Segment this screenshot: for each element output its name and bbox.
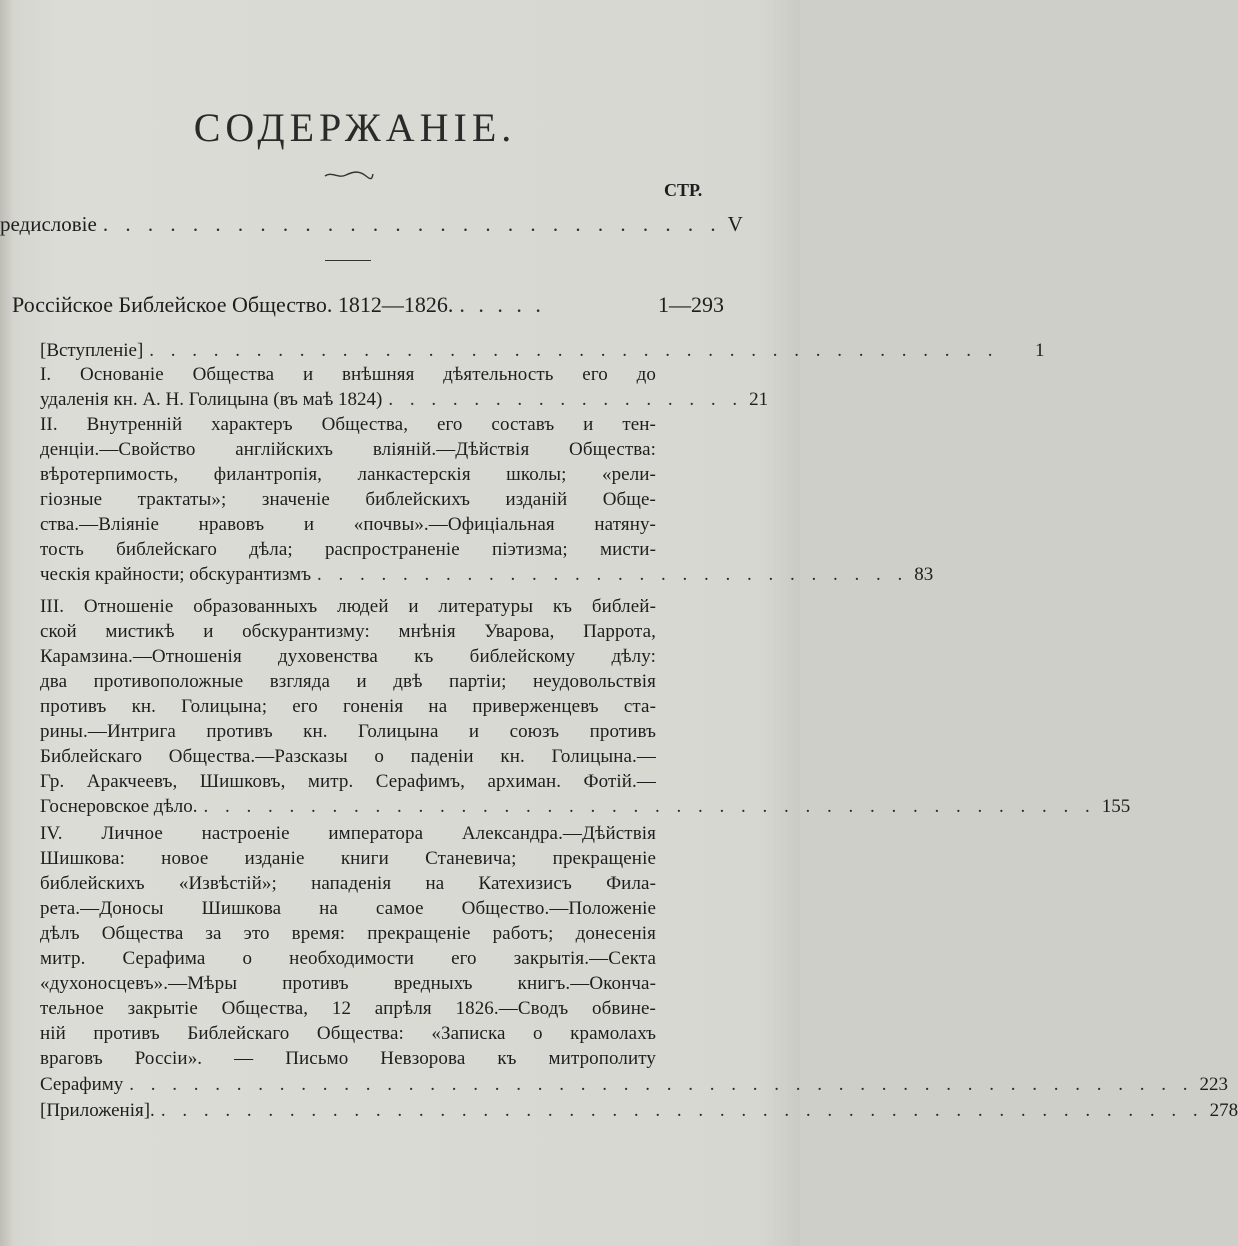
chapter-2-page: 83	[914, 564, 934, 585]
page-column-label: СТР.	[664, 180, 703, 200]
entry-line: IV. Личное настроеніе императора Александра.—Дѣйствія	[40, 823, 656, 844]
entry-line: рины.—Интрига противъ кн. Голицына и союзъ противъ	[40, 721, 656, 742]
entry-line: вѣротерпимость, филантропія, ланкастерскія школы; «рели-	[40, 464, 656, 485]
entry-line: враговъ Россіи». — Письмо Невзорова къ митрополиту	[40, 1048, 656, 1069]
leader-dots: . . . . . . . . . . . . . . . . . . . . . . . . . . . .	[102, 212, 722, 236]
entry-line: ній противъ Библейскаго Общества: «Записка о крамолахъ	[40, 1023, 656, 1044]
entry-line: «духоносцевъ».—Мѣры противъ вредныхъ книгъ.—Оконча-	[40, 973, 656, 994]
leader-dots: . . . . . . . . . . . . . . . . . . . . . . . . . . . .	[317, 564, 909, 585]
toc-entry-intro	[40, 340, 1045, 362]
leader-dots: . . . . . . . . . . . . . . . . . . . . . . . . . . . . . . . . . . . . . . . . . .	[203, 796, 1096, 817]
toc-entry-appendix	[40, 1100, 1238, 1122]
entry-line-text: Госнеровское дѣло.	[40, 796, 198, 817]
entry-last-line	[40, 796, 1131, 818]
entry-line: гіозные трактаты»; значеніе библейскихъ изданій Обще-	[40, 489, 656, 510]
entry-line: противъ кн. Голицына; его гоненія на приверженцевъ ста-	[40, 696, 656, 717]
entry-line: ской мистикѣ и обскурантизму: мнѣнія Уварова, Паррота,	[40, 621, 656, 642]
entry-line: Карамзина.—Отношенія духовенства къ библейскому дѣлу:	[40, 646, 656, 667]
appendix-label: [Приложенія].	[40, 1100, 155, 1121]
entry-line: тость библейскаго дѣла; распространеніе піэтизма; мисти-	[40, 539, 656, 560]
toc-entry-preface	[0, 212, 743, 237]
chapter-4-page: 223	[1199, 1074, 1229, 1095]
preface-page: V	[727, 212, 743, 236]
chapter-1-page: 21	[749, 389, 769, 410]
entry-line: дѣлъ Общества за это время: прекращеніе работъ; донесенія	[40, 923, 656, 944]
entry-line-text: ческія крайности; обскурантизмъ	[40, 564, 312, 585]
entry-line: рета.—Доносы Шишкова на самое Общество.—Положеніе	[40, 898, 656, 919]
entry-line-text: Серафиму	[40, 1074, 124, 1095]
entry-line: Шишкова: новое изданіе книги Станевича; прекращеніе	[40, 848, 656, 869]
entry-last-line	[40, 389, 769, 411]
entry-line-text: удаленія кн. А. Н. Голицына (въ маѣ 1824)	[40, 389, 383, 410]
entry-line: I. Основаніе Общества и внѣшняя дѣятельность его до	[40, 364, 656, 385]
entry-line: II. Внутренній характеръ Общества, его составъ и тен-	[40, 414, 656, 435]
contents-title: СОДЕРЖАНІЕ.	[193, 105, 517, 150]
leader-dots: . . . . . . . . . . . . . . . . . . . . . . . . . . . . . . . . . . . . . . . .	[149, 340, 999, 361]
entry-line: Библейскаго Общества.—Разсказы о паденіи кн. Голицына.—	[40, 746, 656, 767]
entry-line: два противоположные взгляда и двѣ партіи; неудовольствія	[40, 671, 656, 692]
toc-entry-part	[12, 292, 724, 318]
part-title: Россійское Библейское Общество. 1812—1826.	[12, 292, 454, 317]
appendix-page: 278	[1209, 1100, 1238, 1121]
intro-label: [Вступленіе]	[40, 340, 144, 361]
entry-line: митр. Серафима о необходимости его закрытія.—Секта	[40, 948, 656, 969]
entry-line: денціи.—Свойство англійскихъ вліяній.—Дѣйствія Общества:	[40, 439, 656, 460]
intro-page: 1	[1035, 340, 1045, 361]
leader-dots: . . . . . . . . . . . . . . . . . . . . . . . . . . . . . . . . . . . . . . . . . . . . . . . . . .	[129, 1074, 1194, 1095]
leader-dots: . . . . . . . . . . . . . . . . .	[388, 389, 744, 410]
entry-last-line	[40, 1074, 1229, 1096]
entry-line: тельное закрытіе Общества, 12 апрѣля 1826.—Сводъ обвине-	[40, 998, 656, 1019]
chapter-3-page: 155	[1101, 796, 1131, 817]
leader-dots: . . . . .	[459, 292, 545, 317]
entry-last-line	[40, 564, 934, 586]
entry-line: Гр. Аракчеевъ, Шишковъ, митр. Серафимъ, архиман. Фотій.—	[40, 771, 656, 792]
entry-line: ства.—Вліяніе нравовъ и «почвы».—Офиціальная натяну-	[40, 514, 656, 535]
preface-label: редисловіе	[0, 212, 97, 236]
separator-rule	[325, 260, 371, 261]
entry-line: III. Отношеніе образованныхъ людей и литературы къ библей-	[40, 596, 656, 617]
part-pages: 1—293	[658, 292, 724, 317]
decorative-swash	[324, 170, 374, 180]
entry-line: библейскихъ «Извѣстій»; нападенія на Катехизисъ Фила-	[40, 873, 656, 894]
leader-dots: . . . . . . . . . . . . . . . . . . . . . . . . . . . . . . . . . . . . . . . . . . . . . . . . .	[160, 1100, 1204, 1121]
